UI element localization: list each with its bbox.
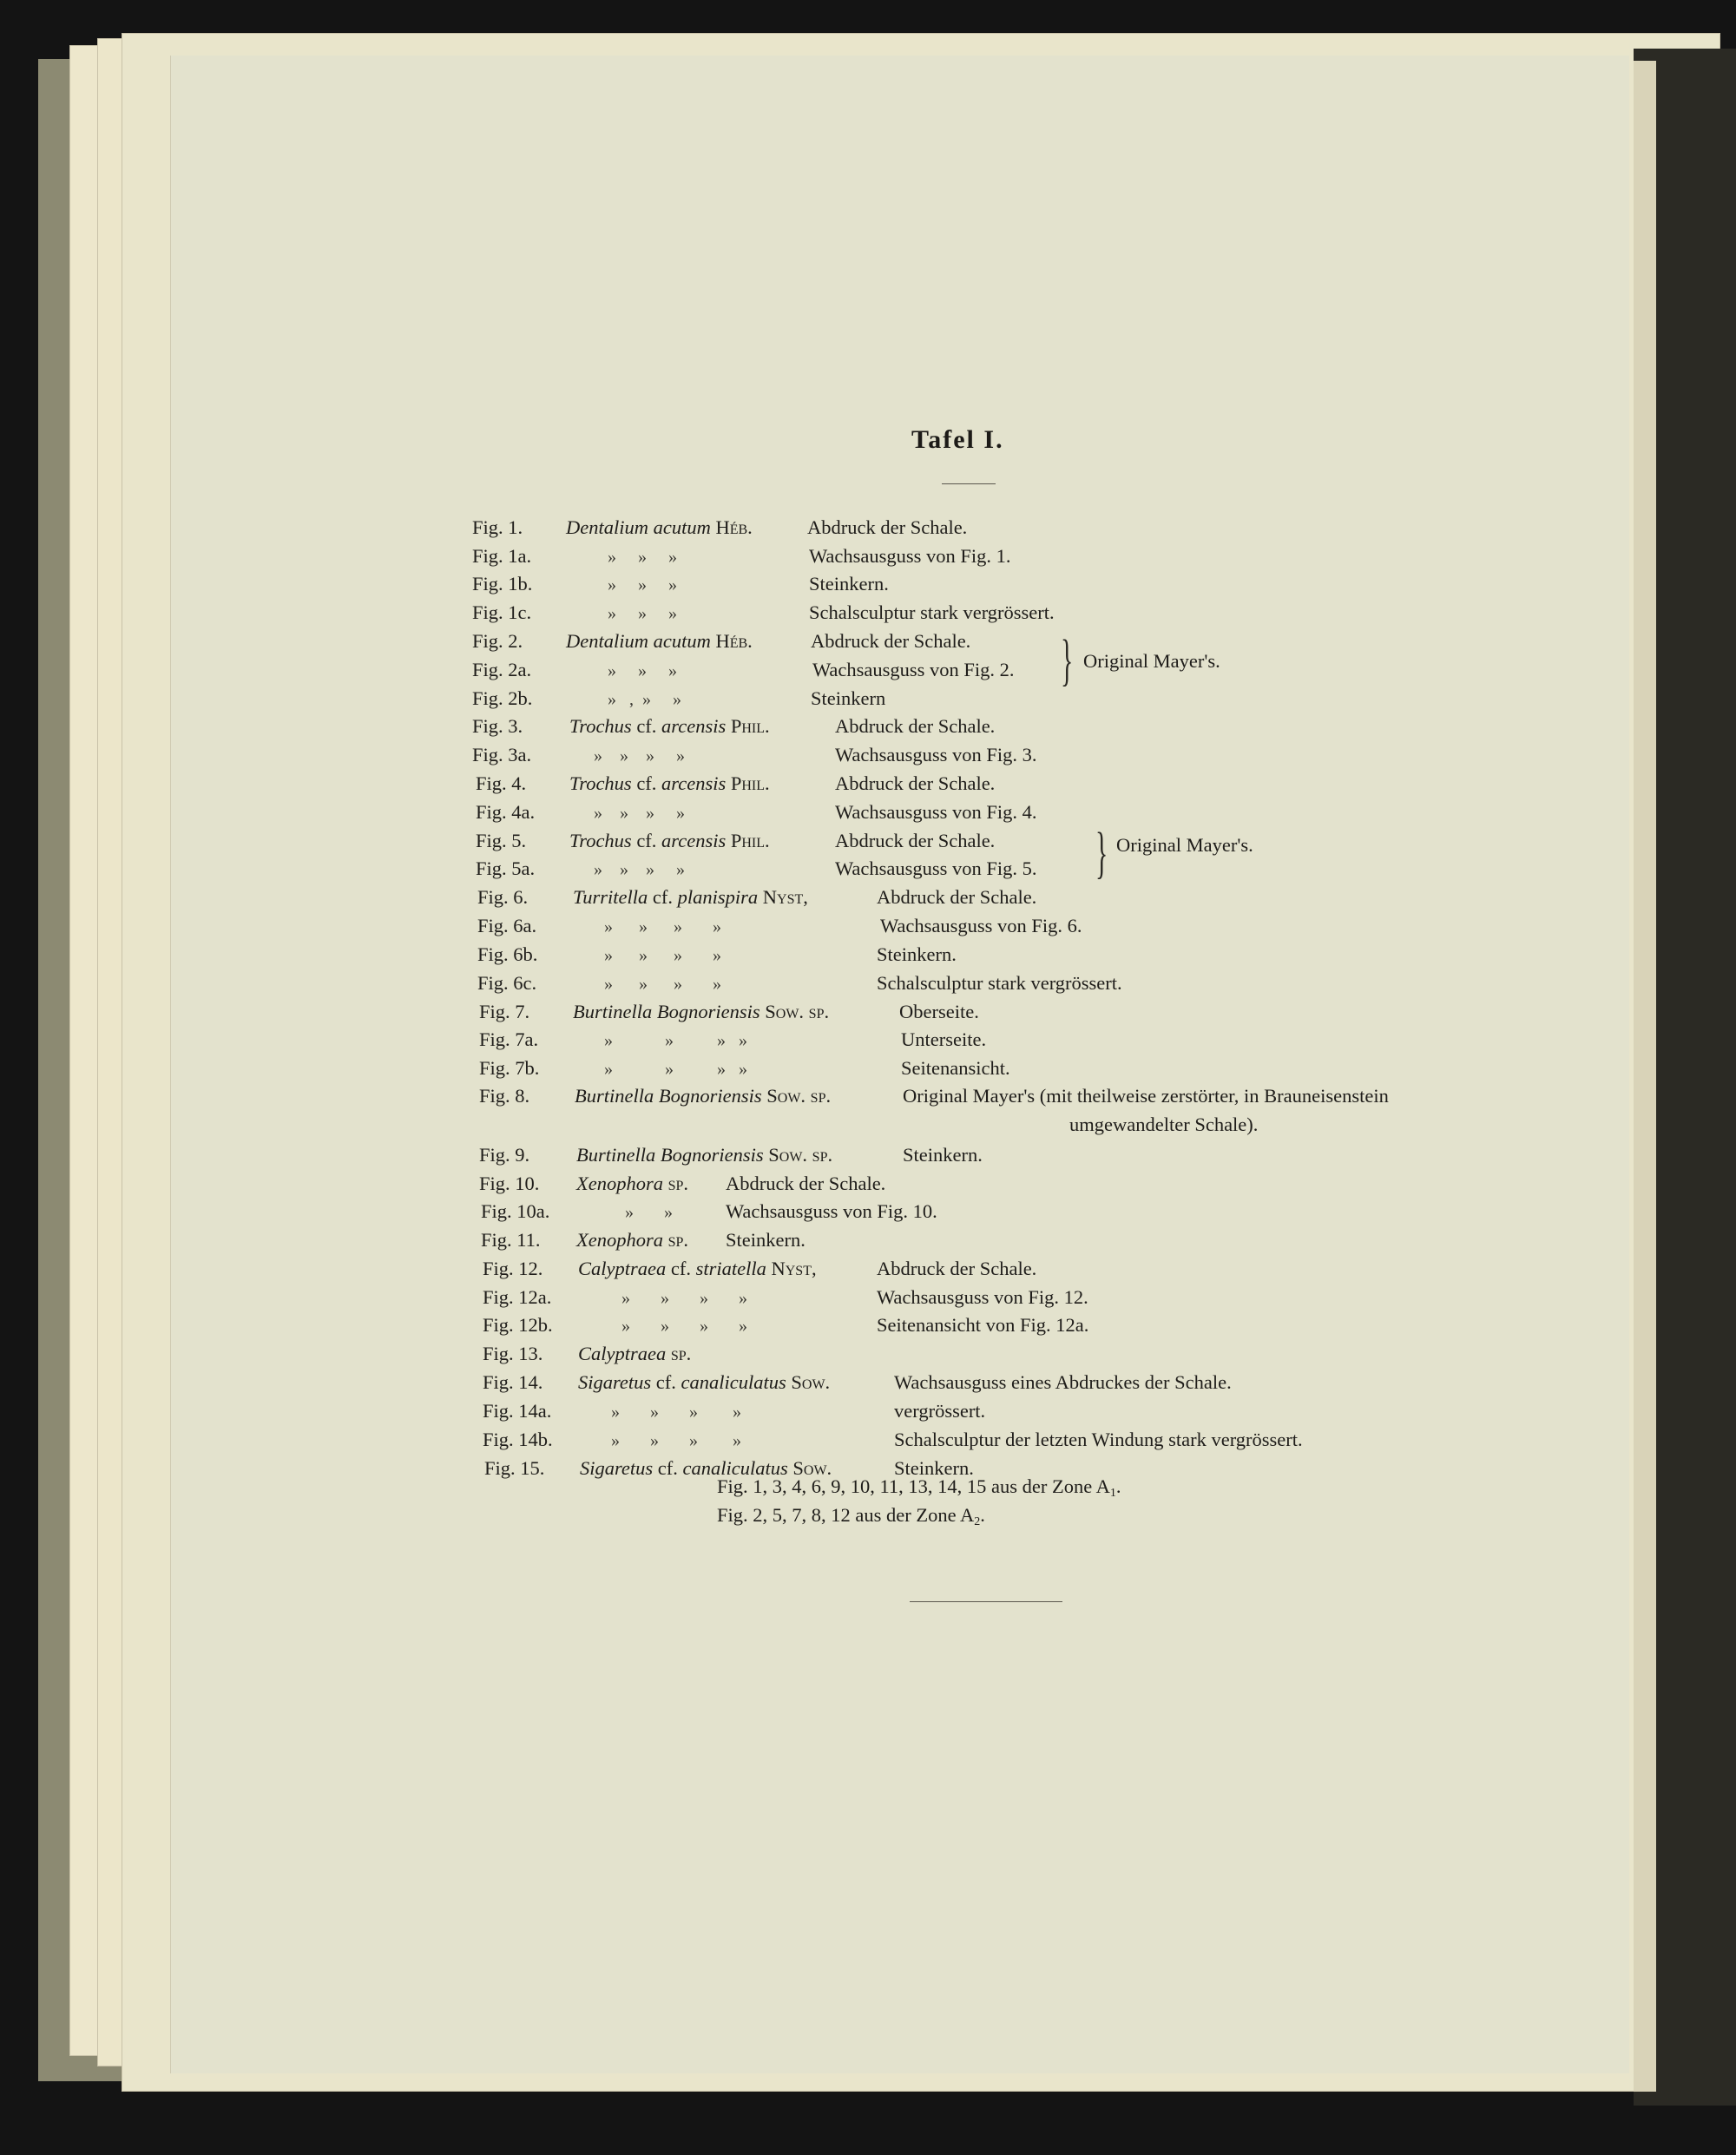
- species-name: [569, 717, 770, 737]
- figure-description: Abdruck der Schale.: [877, 1258, 1037, 1279]
- figure-number: Fig. 6c.: [477, 972, 537, 994]
- figure-number: Fig. 7b.: [479, 1057, 540, 1079]
- ditto-marks: » » »: [608, 575, 677, 595]
- author: Sow. sp.: [765, 1001, 830, 1022]
- author: Héb.: [715, 630, 753, 652]
- genus: Trochus: [569, 715, 632, 737]
- figure-number: Fig. 3a.: [472, 744, 532, 765]
- author: Sow. sp.: [766, 1085, 832, 1107]
- epithet: canaliculatus: [682, 1457, 788, 1479]
- species-name: [608, 689, 681, 709]
- figure-description: Wachsausguss von Fig. 3.: [835, 744, 1037, 765]
- figure-number: Fig. 1.: [472, 516, 523, 538]
- genus: Burtinella Bognoriensis: [573, 1001, 760, 1022]
- species-name: [621, 1288, 747, 1308]
- ditto-marks: » » » »: [594, 746, 685, 765]
- ditto-marks: » » » »: [604, 946, 721, 965]
- species-name: [608, 603, 677, 623]
- figure-number: Fig. 2b.: [472, 687, 533, 709]
- species-name: [569, 774, 770, 794]
- species-name: [576, 1146, 832, 1166]
- figure-description: Steinkern.: [877, 943, 957, 965]
- figure-description: Oberseite.: [899, 1001, 979, 1022]
- species-name: [578, 1259, 817, 1279]
- figure-number: Fig. 5a.: [476, 857, 536, 879]
- figure-number: Fig. 6a.: [477, 915, 537, 936]
- species-name: [569, 831, 770, 851]
- genus: Calyptraea: [578, 1343, 667, 1364]
- epithet: arcensis: [661, 715, 727, 737]
- figure-number: Fig. 1b.: [472, 573, 533, 595]
- species-name: [625, 1202, 673, 1222]
- figure-number: Fig. 12a.: [483, 1286, 552, 1308]
- figure-number: Fig. 10a.: [481, 1200, 550, 1222]
- brace-left: }: [1061, 628, 1074, 692]
- figure-number: Fig. 4a.: [476, 801, 536, 823]
- author: Sow. sp.: [768, 1144, 833, 1166]
- figure-description: Wachsausguss von Fig. 10.: [726, 1200, 937, 1222]
- figure-description: Steinkern.: [903, 1144, 983, 1166]
- genus: Calyptraea: [578, 1258, 667, 1279]
- zone-note: Fig. 1, 3, 4, 6, 9, 10, 11, 13, 14, 15 aus der Zone $A_1$.: [717, 1475, 1121, 1500]
- figure-description: Seitenansicht von Fig. 12a.: [877, 1314, 1089, 1336]
- figure-number: Fig. 7a.: [479, 1028, 539, 1050]
- genus: Trochus: [569, 772, 632, 794]
- figure-number: Fig. 6.: [477, 886, 529, 908]
- species-name: [594, 859, 685, 879]
- figure-description: Steinkern.: [809, 573, 889, 595]
- ditto-marks: » » » »: [604, 975, 721, 994]
- figure-number: Fig. 13.: [483, 1343, 543, 1364]
- ditto-marks: » » » »: [611, 1403, 741, 1422]
- author: Phil.: [730, 715, 770, 737]
- figure-number: Fig. 1a.: [472, 545, 532, 567]
- ditto-marks: » » » »: [621, 1289, 747, 1308]
- epithet: planispira: [677, 886, 759, 908]
- figure-number: Fig. 2a.: [472, 659, 532, 680]
- figure-description: Steinkern: [811, 687, 886, 709]
- ditto-marks: » , » »: [608, 690, 681, 709]
- species-name: [566, 518, 753, 538]
- figure-description: Abdruck der Schale.: [835, 830, 996, 851]
- page-title: Tafel I.: [911, 425, 1004, 454]
- figure-number: Fig. 1c.: [472, 601, 532, 623]
- author: Sow.: [791, 1371, 831, 1393]
- epithet: arcensis: [661, 830, 727, 851]
- species-name: [621, 1316, 747, 1336]
- figure-number: Fig. 10.: [479, 1173, 540, 1194]
- epithet: canaliculatus: [681, 1371, 786, 1393]
- figure-description: Abdruck der Schale.: [807, 516, 968, 538]
- figure-number: Fig. 3.: [472, 715, 523, 737]
- figure-description: Schalsculptur stark vergrössert.: [877, 972, 1122, 994]
- author: Phil.: [730, 830, 770, 851]
- figure-description: Original Mayer's (mit theilweise zerstörter, in Brauneisenstein: [903, 1085, 1389, 1107]
- figure-description: Abdruck der Schale.: [835, 715, 996, 737]
- figure-description: Abdruck der Schale.: [877, 886, 1037, 908]
- figure-description: Seitenansicht.: [901, 1057, 1010, 1079]
- figure-number: Fig. 5.: [476, 830, 527, 851]
- species-name: [578, 1344, 691, 1364]
- ditto-marks: » » » »: [611, 1431, 741, 1450]
- author: sp.: [670, 1343, 692, 1364]
- genus: Sigaretus: [580, 1457, 654, 1479]
- figure-number: Fig. 15.: [484, 1457, 545, 1479]
- genus: Burtinella Bognoriensis: [576, 1144, 764, 1166]
- genus: Burtinella Bognoriensis: [575, 1085, 762, 1107]
- qualifier: cf.: [636, 830, 657, 851]
- figure-description: Wachsausguss von Fig. 4.: [835, 801, 1037, 823]
- genus: Dentalium acutum: [566, 516, 711, 538]
- ditto-marks: » » » »: [604, 1060, 747, 1079]
- figure-description: Schalsculptur der letzten Windung stark vergrössert.: [894, 1429, 1303, 1450]
- species-name: [576, 1174, 688, 1194]
- epithet: arcensis: [661, 772, 727, 794]
- ditto-marks: » » »: [608, 548, 677, 567]
- species-name: [576, 1231, 688, 1251]
- ditto-marks: » » »: [608, 604, 677, 623]
- figure-description: Wachsausguss von Fig. 12.: [877, 1286, 1088, 1308]
- qualifier: cf.: [636, 715, 657, 737]
- ditto-marks: » » » »: [604, 917, 721, 936]
- brace-left: }: [1095, 821, 1108, 884]
- original-mayer-label: Original Mayer's.: [1083, 650, 1220, 672]
- figure-number: Fig. 9.: [479, 1144, 530, 1166]
- figure-description: Abdruck der Schale.: [835, 772, 996, 794]
- ditto-marks: » » »: [608, 661, 677, 680]
- figure-number: Fig. 14b.: [483, 1429, 553, 1450]
- ditto-marks: » »: [625, 1203, 673, 1222]
- author: sp.: [667, 1229, 689, 1251]
- species-name: [578, 1373, 830, 1393]
- figure-number: Fig. 12.: [483, 1258, 543, 1279]
- figure-number: Fig. 8.: [479, 1085, 530, 1107]
- species-name: [608, 547, 677, 567]
- figure-description: Steinkern.: [894, 1457, 974, 1479]
- qualifier: cf.: [655, 1371, 676, 1393]
- species-name: [604, 974, 721, 994]
- figure-number: Fig. 4.: [476, 772, 527, 794]
- original-mayer-label: Original Mayer's.: [1116, 834, 1253, 856]
- figure-description: vergrössert.: [894, 1400, 986, 1422]
- species-name: [604, 1059, 747, 1079]
- species-name: [608, 660, 677, 680]
- genus: Turritella: [573, 886, 648, 908]
- figure-description: Abdruck der Schale.: [726, 1173, 886, 1194]
- genus: Trochus: [569, 830, 632, 851]
- author: Phil.: [730, 772, 770, 794]
- ditto-marks: » » » »: [604, 1031, 747, 1050]
- species-name: [594, 746, 685, 765]
- ditto-marks: » » » »: [594, 860, 685, 879]
- genus: Xenophora: [576, 1173, 663, 1194]
- figure-number: Fig. 6b.: [477, 943, 538, 965]
- figure-number: Fig. 14.: [483, 1371, 543, 1393]
- figure-number: Fig. 11.: [481, 1229, 541, 1251]
- figure-description: Wachsausguss eines Abdruckes der Schale.: [894, 1371, 1232, 1393]
- figure-description: Wachsausguss von Fig. 1.: [809, 545, 1011, 567]
- ditto-marks: » » » »: [594, 804, 685, 823]
- title-rule: [942, 483, 996, 484]
- figure-description: Steinkern.: [726, 1229, 806, 1251]
- species-name: [575, 1087, 831, 1107]
- qualifier: cf.: [657, 1457, 678, 1479]
- species-name: [608, 575, 677, 595]
- figure-number: Fig. 12b.: [483, 1314, 553, 1336]
- species-name: [573, 888, 808, 908]
- figure-description: Wachsausguss von Fig. 5.: [835, 857, 1037, 879]
- species-name: [611, 1430, 741, 1450]
- right-page-edge: [1634, 61, 1656, 2092]
- zone-note: Fig. 2, 5, 7, 8, 12 aus der Zone $A_2$.: [717, 1504, 985, 1528]
- author: Nyst,: [762, 886, 808, 908]
- qualifier: cf.: [670, 1258, 691, 1279]
- figure-description: Unterseite.: [901, 1028, 987, 1050]
- figure-number: Fig. 14a.: [483, 1400, 552, 1422]
- qualifier: cf.: [652, 886, 674, 908]
- epithet: striatella: [695, 1258, 766, 1279]
- genus: Xenophora: [576, 1229, 663, 1251]
- genus: Sigaretus: [578, 1371, 652, 1393]
- figure-description: Abdruck der Schale.: [811, 630, 971, 652]
- figure-description: Wachsausguss von Fig. 2.: [812, 659, 1015, 680]
- genus: Dentalium acutum: [566, 630, 711, 652]
- author: Nyst,: [771, 1258, 817, 1279]
- species-name: [573, 1002, 829, 1022]
- figure-description: Schalsculptur stark vergrössert.: [809, 601, 1055, 623]
- species-name: [604, 945, 721, 965]
- page: [170, 56, 1629, 2073]
- species-name: [604, 917, 721, 936]
- author: Héb.: [715, 516, 753, 538]
- figure-number: Fig. 7.: [479, 1001, 530, 1022]
- figure-description: umgewandelter Schale).: [1069, 1114, 1259, 1135]
- species-name: [604, 1030, 747, 1050]
- figure-description: Wachsausguss von Fig. 6.: [880, 915, 1082, 936]
- ditto-marks: » » » »: [621, 1317, 747, 1336]
- species-name: [566, 632, 753, 652]
- bottom-rule: [910, 1601, 1062, 1602]
- species-name: [594, 803, 685, 823]
- species-name: [611, 1402, 741, 1422]
- figure-number: Fig. 2.: [472, 630, 523, 652]
- qualifier: cf.: [636, 772, 657, 794]
- author: Sow.: [792, 1457, 832, 1479]
- author: sp.: [667, 1173, 689, 1194]
